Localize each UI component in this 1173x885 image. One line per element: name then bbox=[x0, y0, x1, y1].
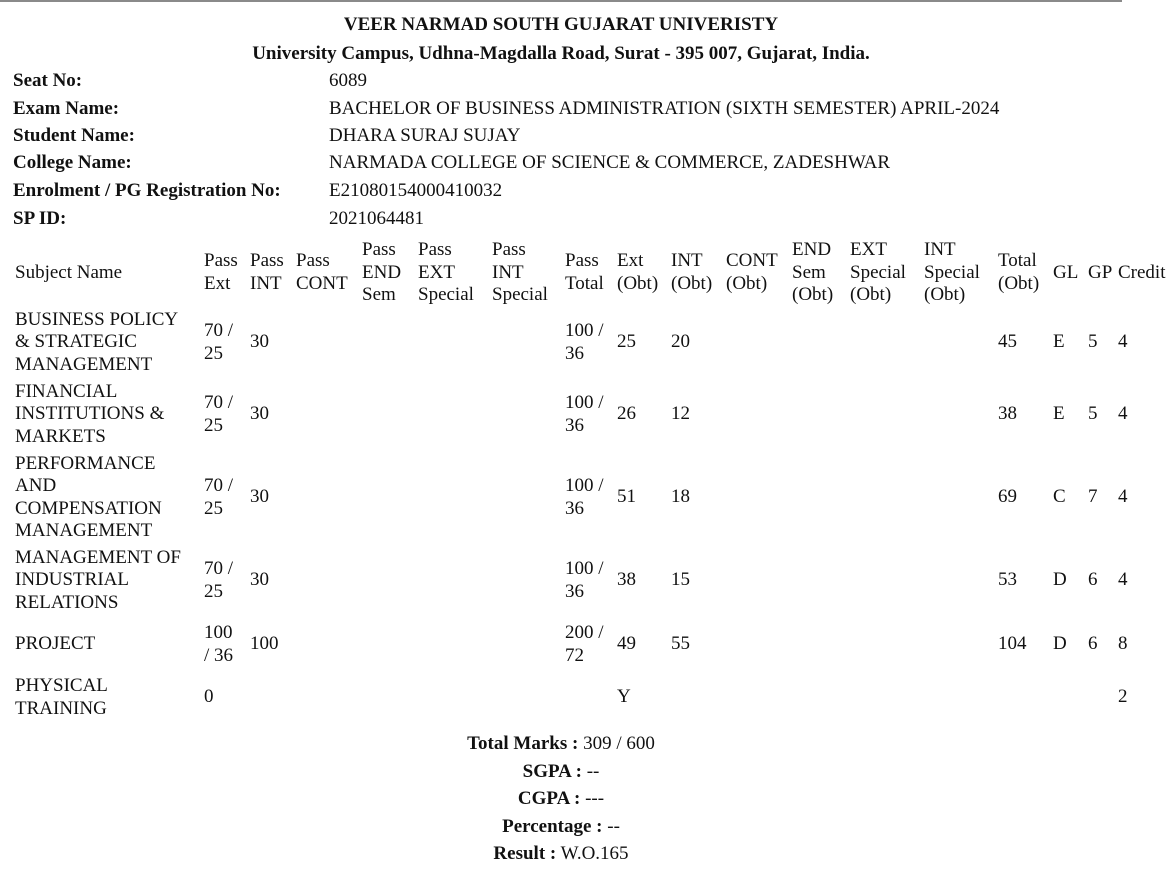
table-cell-pass-ext: 100 / 36 bbox=[204, 622, 234, 666]
table-cell-subject: PROJECT bbox=[15, 633, 96, 655]
table-cell-gl: E bbox=[1053, 331, 1065, 353]
table-row bbox=[12, 379, 1173, 451]
table-cell-pass-cont bbox=[293, 307, 359, 379]
table-cell-pass-ext: 70 / 25 bbox=[204, 558, 234, 602]
summary-line bbox=[0, 816, 1122, 838]
info-label: Enrolment / PG Registration No: bbox=[13, 180, 281, 201]
table-cell-gl: D bbox=[1053, 633, 1067, 655]
table-cell-pass-ext: 70 / 25 bbox=[204, 392, 234, 436]
table-cell-end-sem-obt bbox=[789, 673, 847, 723]
table-cell-gl: D bbox=[1053, 569, 1067, 591]
table-cell-end-sem-obt bbox=[789, 379, 847, 451]
table-cell-int-special-obt bbox=[921, 673, 995, 723]
table-cell-end-sem-obt bbox=[789, 307, 847, 379]
marks-table bbox=[12, 239, 1173, 723]
table-cell-pass-cont bbox=[293, 617, 359, 673]
info-value: 2021064481 bbox=[329, 208, 424, 229]
table-cell-int-special-obt bbox=[921, 617, 995, 673]
table-cell-int-obt: 20 bbox=[671, 331, 690, 353]
column-header: Pass END Sem bbox=[362, 239, 402, 305]
summary-line bbox=[0, 843, 1122, 865]
table-cell-ext-obt: 25 bbox=[617, 331, 636, 353]
info-label: SP ID: bbox=[13, 208, 67, 229]
table-cell-int-obt: 18 bbox=[671, 486, 690, 508]
info-value: E21080154000410032 bbox=[329, 180, 503, 201]
column-header: GP bbox=[1088, 261, 1113, 283]
summary-line bbox=[0, 788, 1122, 810]
table-cell-pass-int-special bbox=[489, 451, 562, 545]
table-cell-int-obt: 12 bbox=[671, 403, 690, 425]
column-header: Ext (Obt) bbox=[617, 250, 659, 294]
table-cell-cont-obt bbox=[723, 673, 789, 723]
table-cell-int-special-obt bbox=[921, 379, 995, 451]
info-row bbox=[0, 98, 1122, 125]
summary-line bbox=[0, 733, 1122, 755]
table-cell-pass-cont bbox=[293, 673, 359, 723]
table-cell-cont-obt bbox=[723, 307, 789, 379]
table-cell-pass-total: 200 / 72 bbox=[565, 622, 604, 666]
table-cell-ext-obt: Y bbox=[617, 686, 631, 708]
summary-label: Percentage : bbox=[502, 816, 603, 837]
table-cell-pass-ext: 0 bbox=[204, 686, 214, 708]
table-cell-pass-total bbox=[562, 673, 614, 723]
column-header: Subject Name bbox=[15, 261, 123, 283]
table-row bbox=[12, 673, 1173, 723]
table-cell-end-sem-obt bbox=[789, 451, 847, 545]
summary-line bbox=[0, 761, 1122, 783]
table-cell-pass-ext-special bbox=[415, 451, 489, 545]
table-cell-pass-int-special bbox=[489, 617, 562, 673]
table-cell-int-special-obt bbox=[921, 307, 995, 379]
table-cell-credit: 2 bbox=[1118, 686, 1128, 708]
table-cell-ext-special-obt bbox=[847, 545, 921, 617]
column-header: CONT (Obt) bbox=[726, 250, 778, 294]
column-header: Pass INT Special bbox=[492, 239, 548, 305]
table-cell-gp: 6 bbox=[1088, 633, 1098, 655]
table-cell-pass-end-sem bbox=[359, 545, 415, 617]
column-header: Pass INT bbox=[250, 250, 284, 294]
table-cell-ext-obt: 38 bbox=[617, 569, 636, 591]
column-header: Pass Total bbox=[565, 250, 604, 294]
column-header: INT (Obt) bbox=[671, 250, 713, 294]
table-cell-pass-int: 100 bbox=[250, 633, 279, 655]
table-cell-ext-special-obt bbox=[847, 307, 921, 379]
column-header: INT Special (Obt) bbox=[924, 239, 980, 305]
university-name: VEER NARMAD SOUTH GUJARAT UNIVERISTY bbox=[343, 14, 779, 35]
table-cell-pass-end-sem bbox=[359, 307, 415, 379]
table-cell-gp: 5 bbox=[1088, 331, 1098, 353]
table-cell-cont-obt bbox=[723, 617, 789, 673]
info-label: Seat No: bbox=[13, 70, 83, 91]
table-cell-pass-int: 30 bbox=[250, 331, 269, 353]
table-cell-pass-int: 30 bbox=[250, 569, 269, 591]
info-row bbox=[0, 70, 1122, 97]
table-cell-gp: 5 bbox=[1088, 403, 1098, 425]
table-cell-pass-ext: 70 / 25 bbox=[204, 475, 234, 519]
table-cell-pass-int-special bbox=[489, 307, 562, 379]
summary-label: Result : bbox=[493, 843, 557, 864]
table-cell-pass-int-special bbox=[489, 379, 562, 451]
table-cell-pass-ext-special bbox=[415, 617, 489, 673]
column-header: Pass Ext bbox=[204, 250, 238, 294]
table-cell-ext-special-obt bbox=[847, 673, 921, 723]
table-cell-ext-obt: 49 bbox=[617, 633, 636, 655]
info-value: BACHELOR OF BUSINESS ADMINISTRATION (SIXTH SEMESTER) APRIL-2024 bbox=[329, 98, 1000, 119]
table-cell-subject: BUSINESS POLICY & STRATEGIC MANAGEMENT bbox=[15, 308, 179, 375]
table-cell-pass-total: 100 / 36 bbox=[565, 320, 604, 364]
table-row bbox=[12, 617, 1173, 673]
table-cell-pass-total: 100 / 36 bbox=[565, 475, 604, 519]
column-header: Pass EXT Special bbox=[418, 239, 474, 305]
info-row bbox=[0, 152, 1122, 179]
info-value: 6089 bbox=[329, 70, 367, 91]
table-cell-pass-cont bbox=[293, 545, 359, 617]
table-cell-credit: 4 bbox=[1118, 486, 1128, 508]
table-cell-ext-obt: 51 bbox=[617, 486, 636, 508]
table-cell-int-obt: 55 bbox=[671, 633, 690, 655]
info-row bbox=[0, 208, 1122, 235]
table-cell-gl: E bbox=[1053, 403, 1065, 425]
table-cell-int-special-obt bbox=[921, 545, 995, 617]
table-body bbox=[12, 307, 1173, 723]
table-cell-pass-end-sem bbox=[359, 617, 415, 673]
table-row bbox=[12, 307, 1173, 379]
summary-value: -- bbox=[602, 816, 620, 837]
table-cell-total-obt: 38 bbox=[998, 403, 1017, 425]
table-cell-pass-total: 100 / 36 bbox=[565, 558, 604, 602]
table-cell-total-obt: 53 bbox=[998, 569, 1017, 591]
university-address: University Campus, Udhna-Magdalla Road, Surat - 395 007, Gujarat, India. bbox=[252, 43, 870, 64]
column-header: EXT Special (Obt) bbox=[850, 239, 906, 305]
table-cell-subject: PERFORMANCE AND COMPENSATION MANAGEMENT bbox=[15, 452, 162, 541]
column-header: Total (Obt) bbox=[998, 250, 1040, 294]
summary-label: CGPA : bbox=[517, 788, 581, 809]
table-cell-pass-int: 30 bbox=[250, 403, 269, 425]
table-header-row bbox=[12, 239, 1173, 307]
table-cell-pass-int-special bbox=[489, 673, 562, 723]
table-cell-credit: 4 bbox=[1118, 569, 1128, 591]
table-cell-credit: 4 bbox=[1118, 331, 1128, 353]
table-cell-gp bbox=[1085, 673, 1115, 723]
table-cell-cont-obt bbox=[723, 451, 789, 545]
table-cell-pass-ext-special bbox=[415, 307, 489, 379]
info-value: DHARA SURAJ SUJAY bbox=[329, 125, 521, 146]
table-cell-pass-cont bbox=[293, 379, 359, 451]
info-row bbox=[0, 180, 1122, 207]
table-cell-pass-ext-special bbox=[415, 673, 489, 723]
summary-value: -- bbox=[581, 761, 600, 782]
table-cell-subject: MANAGEMENT OF INDUSTRIAL RELATIONS bbox=[15, 546, 181, 613]
table-cell-total-obt: 45 bbox=[998, 331, 1017, 353]
table-cell-pass-end-sem bbox=[359, 673, 415, 723]
table-cell-total-obt bbox=[995, 673, 1050, 723]
table-cell-ext-special-obt bbox=[847, 451, 921, 545]
table-cell-subject: PHYSICAL TRAINING bbox=[15, 675, 108, 719]
table-cell-gl bbox=[1050, 673, 1085, 723]
table-cell-total-obt: 104 bbox=[998, 633, 1027, 655]
table-cell-pass-total: 100 / 36 bbox=[565, 392, 604, 436]
table-cell-ext-obt: 26 bbox=[617, 403, 636, 425]
summary-value: --- bbox=[580, 788, 605, 809]
info-label: Exam Name: bbox=[13, 98, 120, 119]
table-row bbox=[12, 451, 1173, 545]
table-cell-pass-end-sem bbox=[359, 379, 415, 451]
summary-label: Total Marks : bbox=[467, 733, 579, 754]
table-cell-pass-int bbox=[247, 673, 293, 723]
table-cell-subject: FINANCIAL INSTITUTIONS & MARKETS bbox=[15, 380, 165, 447]
table-cell-pass-ext-special bbox=[415, 379, 489, 451]
table-cell-end-sem-obt bbox=[789, 545, 847, 617]
table-cell-gp: 7 bbox=[1088, 486, 1098, 508]
summary-label: SGPA : bbox=[522, 761, 582, 782]
table-cell-credit: 8 bbox=[1118, 633, 1128, 655]
table-cell-pass-cont bbox=[293, 451, 359, 545]
table-cell-credit: 4 bbox=[1118, 403, 1128, 425]
info-label: College Name: bbox=[13, 152, 132, 173]
table-row bbox=[12, 545, 1173, 617]
info-label: Student Name: bbox=[13, 125, 135, 146]
summary-value: W.O.165 bbox=[556, 843, 629, 864]
table-cell-cont-obt bbox=[723, 545, 789, 617]
info-row bbox=[0, 125, 1122, 152]
table-cell-cont-obt bbox=[723, 379, 789, 451]
table-cell-total-obt: 69 bbox=[998, 486, 1017, 508]
column-header: GL bbox=[1053, 261, 1079, 283]
column-header: END Sem (Obt) bbox=[792, 239, 834, 305]
table-cell-gl: C bbox=[1053, 486, 1066, 508]
table-cell-end-sem-obt bbox=[789, 617, 847, 673]
table-cell-int-special-obt bbox=[921, 451, 995, 545]
top-border bbox=[0, 0, 1122, 2]
table-cell-pass-ext-special bbox=[415, 545, 489, 617]
table-cell-pass-end-sem bbox=[359, 451, 415, 545]
table-cell-int-obt bbox=[668, 673, 723, 723]
table-cell-pass-int: 30 bbox=[250, 486, 269, 508]
table-cell-pass-ext: 70 / 25 bbox=[204, 320, 234, 364]
table-cell-pass-int-special bbox=[489, 545, 562, 617]
info-value: NARMADA COLLEGE OF SCIENCE & COMMERCE, ZADESHWAR bbox=[329, 152, 891, 173]
column-header: Credit bbox=[1118, 261, 1166, 283]
table-cell-ext-special-obt bbox=[847, 617, 921, 673]
table-cell-int-obt: 15 bbox=[671, 569, 690, 591]
summary-value: 309 / 600 bbox=[578, 733, 655, 754]
table-cell-gp: 6 bbox=[1088, 569, 1098, 591]
table-cell-ext-special-obt bbox=[847, 379, 921, 451]
column-header: Pass CONT bbox=[296, 250, 348, 294]
